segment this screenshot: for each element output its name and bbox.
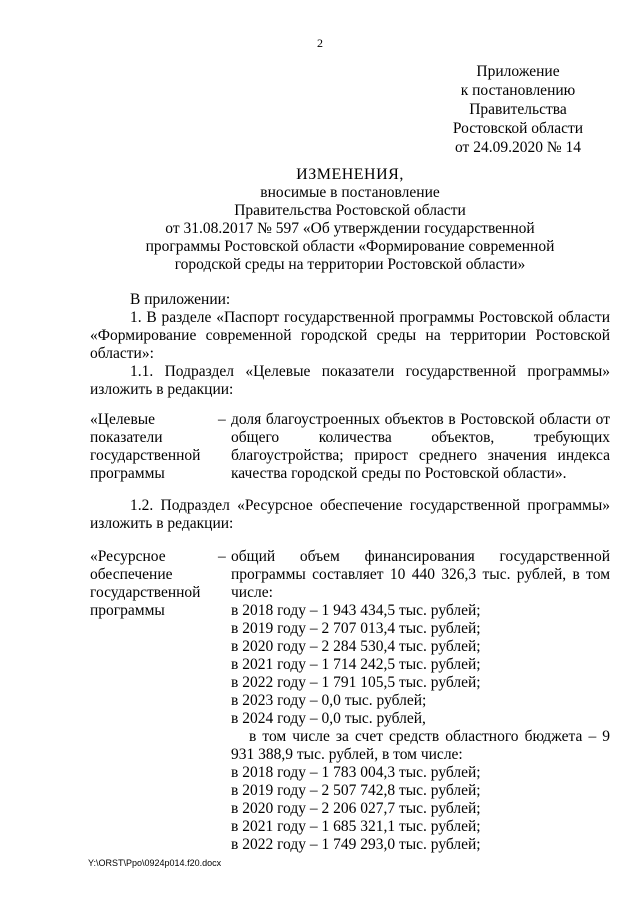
appendix-line: от 24.09.2020 № 14: [455, 139, 581, 156]
title-line: вносимые в постановление: [260, 184, 440, 201]
appendix-line: Приложение: [476, 63, 560, 80]
block2-label: «Ресурсное обеспечение государственной программы: [90, 548, 201, 619]
block1-dash: –: [218, 411, 226, 428]
title-line: от 31.08.2017 № 597 «Об утверждении государственной: [165, 220, 535, 237]
regional-year-line: в 2022 году – 1 749 293,0 тыс. рублей;: [231, 836, 481, 853]
title-line: городской среды на территории Ростовской области»: [174, 256, 526, 273]
block1-value: доля благоустроенных объектов в Ростовской области от общего количества объектов, требующих благоустройства; прирост среднего значения индекса качества городской среды по Ростовской области».: [231, 411, 610, 482]
regional-year-line: в 2018 году – 1 783 004,3 тыс. рублей;: [231, 764, 481, 781]
regional-year-line: в 2020 году – 2 206 027,7 тыс. рублей;: [231, 800, 481, 817]
document-title: [90, 166, 610, 274]
block2-total: общий объем финансирования государственной программы составляет 10 440 326,3 тыс. рублей, в том числе:: [231, 548, 610, 601]
paragraph-item-1-2: 1.2. Подраздел «Ресурсное обеспечение государственной программы» изложить в редакции:: [90, 497, 610, 532]
year-line: в 2021 году – 1 714 242,5 тыс. рублей;: [231, 656, 481, 673]
intro-text: В приложении:: [130, 291, 231, 308]
regional-year-line: в 2019 году – 2 507 742,8 тыс. рублей;: [231, 782, 481, 799]
appendix-header: [420, 62, 616, 157]
title-line: Правительства Ростовской области: [234, 202, 466, 219]
block1-label: «Целевые показатели государственной программы: [90, 411, 201, 482]
regional-year-line: в 2021 году – 1 685 321,1 тыс. рублей;: [231, 818, 481, 835]
block2-value: [231, 548, 610, 854]
year-line: в 2018 году – 1 943 434,5 тыс. рублей;: [231, 602, 481, 619]
block2-dash: –: [218, 548, 226, 565]
paragraph-item-1: 1. В разделе «Паспорт государственной программы Ростовской области «Формирование современной городской среды на территории Ростовской области»:: [90, 309, 610, 362]
title-main: ИЗМЕНЕНИЯ,: [296, 166, 404, 183]
appendix-line: к постановлению: [460, 82, 576, 99]
block2-regional: в том числе за счет средств областного бюджета – 9 931 388,9 тыс. рублей, в том числе:: [231, 728, 610, 763]
year-line: в 2023 году – 0,0 тыс. рублей;: [231, 692, 427, 709]
footer-file-path: Y:\ORST\Ppo\0924p014.f20.docx: [88, 858, 222, 868]
year-line: в 2024 году – 0,0 тыс. рублей,: [231, 710, 426, 727]
page-number: 2: [317, 36, 323, 50]
year-line: в 2020 году – 2 284 530,4 тыс. рублей;: [231, 638, 481, 655]
title-line: программы Ростовской области «Формирование современной: [145, 238, 555, 255]
paragraph-item-1-1: 1.1. Подраздел «Целевые показатели государственной программы» изложить в редакции:: [90, 363, 610, 398]
year-line: в 2022 году – 1 791 105,5 тыс. рублей;: [231, 674, 481, 691]
appendix-line: Правительства: [469, 101, 567, 118]
year-line: в 2019 году – 2 707 013,4 тыс. рублей;: [231, 620, 481, 637]
appendix-line: Ростовской области: [452, 120, 584, 137]
